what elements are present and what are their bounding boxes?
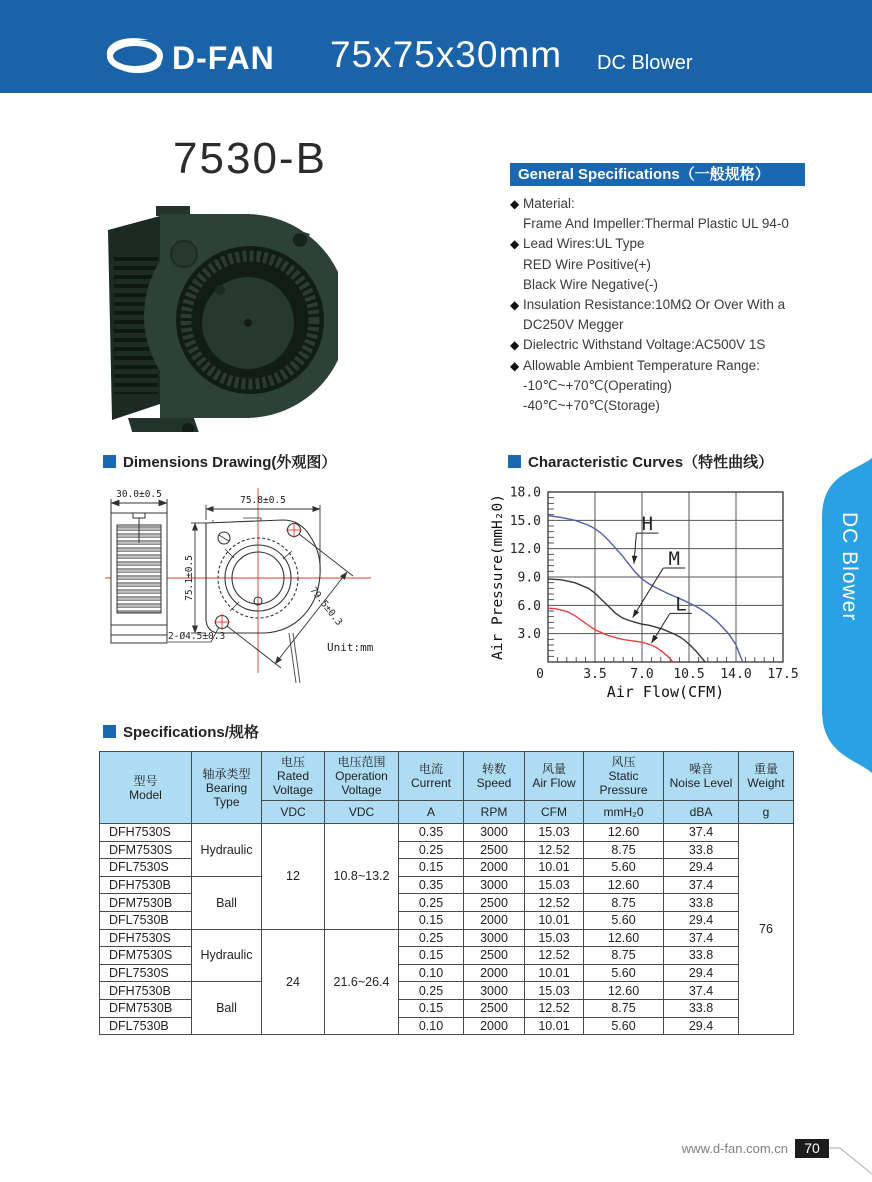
table-cell: 12.60 — [584, 876, 664, 894]
table-cell: 5.60 — [584, 911, 664, 929]
svg-text:17.5: 17.5 — [767, 667, 799, 682]
table-cell: Hydraulic — [192, 824, 262, 877]
spec-line: ◆ Allowable Ambient Temperature Range: — [510, 357, 760, 373]
svg-text:3.5: 3.5 — [583, 667, 607, 682]
svg-text:L: L — [675, 593, 687, 616]
blue-square-icon — [103, 455, 116, 468]
table-cell: 12.52 — [525, 999, 584, 1017]
table-cell: 15.03 — [525, 982, 584, 1000]
dim-height-label: 75.1±0.5 — [184, 555, 195, 601]
specifications-table — [99, 751, 794, 1035]
dim-depth-label: 30.0±0.5 — [116, 489, 162, 500]
table-cell: 2000 — [464, 1017, 525, 1035]
svg-text:Air Pressure(mmH₂0): Air Pressure(mmH₂0) — [490, 494, 506, 660]
table-cell: 0.15 — [399, 859, 464, 877]
table-cell: 5.60 — [584, 964, 664, 982]
table-cell: 29.4 — [664, 911, 739, 929]
table-cell: 33.8 — [664, 999, 739, 1017]
fan-size-title: 75x75x30mm — [330, 34, 563, 75]
table-cell: 8.75 — [584, 999, 664, 1017]
column-header: 电压 Rated Voltage — [262, 752, 325, 801]
table-cell: 8.75 — [584, 894, 664, 912]
dim-holes-label: 2-Ø4.5±0.3 — [168, 631, 226, 642]
table-cell: 21.6~26.4 — [325, 929, 399, 1035]
table-row — [100, 929, 794, 947]
general-specs-header: General Specifications（一般规格） — [510, 163, 805, 186]
svg-text:Air Flow(CFM): Air Flow(CFM) — [606, 683, 725, 701]
table-cell: 2000 — [464, 859, 525, 877]
table-cell: DFL7530S — [100, 964, 192, 982]
table-cell: 76 — [739, 824, 794, 1035]
table-cell: 15.03 — [525, 824, 584, 842]
svg-text:3.0: 3.0 — [517, 627, 541, 643]
column-header: 电压范围 Operation Voltage — [325, 752, 399, 801]
table-cell: 2000 — [464, 964, 525, 982]
dimensions-drawing — [93, 483, 383, 688]
table-cell: 10.01 — [525, 1017, 584, 1035]
table-cell: 3000 — [464, 929, 525, 947]
dim-width-label: 75.8±0.5 — [240, 495, 286, 506]
dim-diagonal-label: 79.5±0.3 — [307, 585, 345, 628]
column-unit: dBA — [664, 801, 739, 824]
general-specs-list — [510, 194, 820, 416]
product-type-label: DC Blower — [597, 52, 693, 74]
column-header: 型号 Model — [100, 752, 192, 824]
table-cell: 0.15 — [399, 911, 464, 929]
table-cell: 2000 — [464, 911, 525, 929]
table-cell: 29.4 — [664, 859, 739, 877]
table-cell: DFM7530B — [100, 999, 192, 1017]
table-row — [100, 876, 794, 894]
svg-text:15.0: 15.0 — [509, 513, 541, 529]
table-cell: 8.75 — [584, 841, 664, 859]
blue-square-icon — [103, 725, 116, 738]
table-cell: 15.03 — [525, 876, 584, 894]
table-cell: 15.03 — [525, 929, 584, 947]
table-cell: 3000 — [464, 876, 525, 894]
svg-text:18.0: 18.0 — [509, 485, 541, 501]
column-header: 风压 Static Pressure — [584, 752, 664, 801]
spec-line: ◆ Dielectric Withstand Voltage:AC500V 1S — [510, 337, 766, 353]
table-cell: 0.25 — [399, 929, 464, 947]
column-header: 重量 Weight — [739, 752, 794, 801]
svg-text:7.0: 7.0 — [630, 667, 654, 682]
table-cell: 2500 — [464, 999, 525, 1017]
table-cell: 2500 — [464, 894, 525, 912]
svg-text:0: 0 — [536, 667, 544, 682]
product-photo — [98, 192, 338, 432]
brand-logo-icon — [97, 33, 169, 77]
table-cell: 0.10 — [399, 964, 464, 982]
table-cell: DFH7530B — [100, 876, 192, 894]
table-cell: 5.60 — [584, 859, 664, 877]
table-cell: 2500 — [464, 947, 525, 965]
table-cell: 0.25 — [399, 841, 464, 859]
table-cell: 33.8 — [664, 894, 739, 912]
table-cell: 10.01 — [525, 911, 584, 929]
svg-text:9.0: 9.0 — [517, 570, 541, 586]
table-cell: 10.01 — [525, 964, 584, 982]
table-cell: 12.60 — [584, 824, 664, 842]
table-cell: 3000 — [464, 982, 525, 1000]
brand-name: D-FAN — [172, 40, 275, 76]
spec-line: Black Wire Negative(-) — [523, 276, 659, 292]
column-unit: RPM — [464, 801, 525, 824]
column-header: 噪音 Noise Level — [664, 752, 739, 801]
table-cell: 12.52 — [525, 841, 584, 859]
spec-line: ◆ Lead Wires:UL Type — [510, 236, 645, 252]
table-cell: 0.35 — [399, 876, 464, 894]
column-header: 电流 Current — [399, 752, 464, 801]
table-cell: 0.15 — [399, 999, 464, 1017]
table-cell: 37.4 — [664, 876, 739, 894]
table-cell: DFM7530S — [100, 947, 192, 965]
column-header: 轴承类型 Bearing Type — [192, 752, 262, 824]
table-cell: 0.10 — [399, 1017, 464, 1035]
table-cell: 29.4 — [664, 964, 739, 982]
table-cell: 33.8 — [664, 841, 739, 859]
section-dimensions-header: Dimensions Drawing(外观图） — [103, 451, 336, 472]
column-unit: mmH₂0 — [584, 801, 664, 824]
spec-line: -10℃~+70℃(Operating) — [523, 377, 672, 393]
spec-line: ◆ Material: — [510, 196, 575, 211]
spec-line: Frame And Impeller:Thermal Plastic UL 94-0 — [523, 216, 789, 232]
svg-text:M: M — [668, 548, 680, 571]
svg-text:6.0: 6.0 — [517, 598, 541, 614]
section-curves-header: Characteristic Curves（特性曲线） — [508, 451, 773, 472]
top-banner — [0, 0, 872, 93]
footer-corner-line — [829, 1139, 872, 1182]
table-cell: 12.52 — [525, 894, 584, 912]
table-cell: 0.15 — [399, 947, 464, 965]
svg-text:14.0: 14.0 — [720, 667, 752, 682]
table-cell: 37.4 — [664, 929, 739, 947]
table-cell: 37.4 — [664, 982, 739, 1000]
svg-text:10.5: 10.5 — [673, 667, 705, 682]
column-unit: VDC — [262, 801, 325, 824]
website-url: www.d-fan.com.cn — [681, 1141, 788, 1156]
table-cell: 0.25 — [399, 982, 464, 1000]
spec-line: ◆ Insulation Resistance:10MΩ Or Over With a — [510, 297, 786, 313]
svg-text:12.0: 12.0 — [509, 542, 541, 558]
section-specifications-header: Specifications/规格 — [103, 721, 259, 742]
spec-line: RED Wire Positive(+) — [523, 256, 651, 272]
table-cell: Ball — [192, 876, 262, 929]
table-cell: 12.60 — [584, 929, 664, 947]
table-cell: Hydraulic — [192, 929, 262, 982]
column-unit: CFM — [525, 801, 584, 824]
characteristic-curves-chart — [488, 478, 800, 703]
spec-line: -40℃~+70℃(Storage) — [523, 398, 660, 414]
table-cell: 8.75 — [584, 947, 664, 965]
side-tab-label: DC Blower — [838, 512, 861, 622]
svg-text:H: H — [641, 513, 654, 536]
column-unit: g — [739, 801, 794, 824]
table-cell: Ball — [192, 982, 262, 1035]
table-cell: 2500 — [464, 841, 525, 859]
table-cell: 12 — [262, 824, 325, 930]
table-row — [100, 982, 794, 1000]
table-cell: DFH7530B — [100, 982, 192, 1000]
column-unit: VDC — [325, 801, 399, 824]
table-cell: 10.8~13.2 — [325, 824, 399, 930]
spec-line: DC250V Megger — [523, 317, 624, 333]
table-cell: DFL7530S — [100, 859, 192, 877]
table-cell: DFH7530S — [100, 824, 192, 842]
table-cell: DFM7530S — [100, 841, 192, 859]
unit-label: Unit:mm — [327, 641, 374, 654]
table-cell: 33.8 — [664, 947, 739, 965]
table-cell: DFL7530B — [100, 911, 192, 929]
table-cell: 12.52 — [525, 947, 584, 965]
table-cell: 12.60 — [584, 982, 664, 1000]
blue-square-icon — [508, 455, 521, 468]
table-cell: 37.4 — [664, 824, 739, 842]
table-cell: 5.60 — [584, 1017, 664, 1035]
table-cell: DFM7530B — [100, 894, 192, 912]
table-cell: 0.35 — [399, 824, 464, 842]
table-cell: DFH7530S — [100, 929, 192, 947]
table-cell: DFL7530B — [100, 1017, 192, 1035]
page-number-badge: 70 — [795, 1139, 829, 1158]
table-cell: 29.4 — [664, 1017, 739, 1035]
column-header: 转数 Speed — [464, 752, 525, 801]
table-row — [100, 824, 794, 842]
model-title: 7530-B — [173, 134, 327, 183]
table-cell: 24 — [262, 929, 325, 1035]
table-cell: 0.25 — [399, 894, 464, 912]
column-header: 风量 Air Flow — [525, 752, 584, 801]
column-unit: A — [399, 801, 464, 824]
table-cell: 3000 — [464, 824, 525, 842]
table-cell: 10.01 — [525, 859, 584, 877]
